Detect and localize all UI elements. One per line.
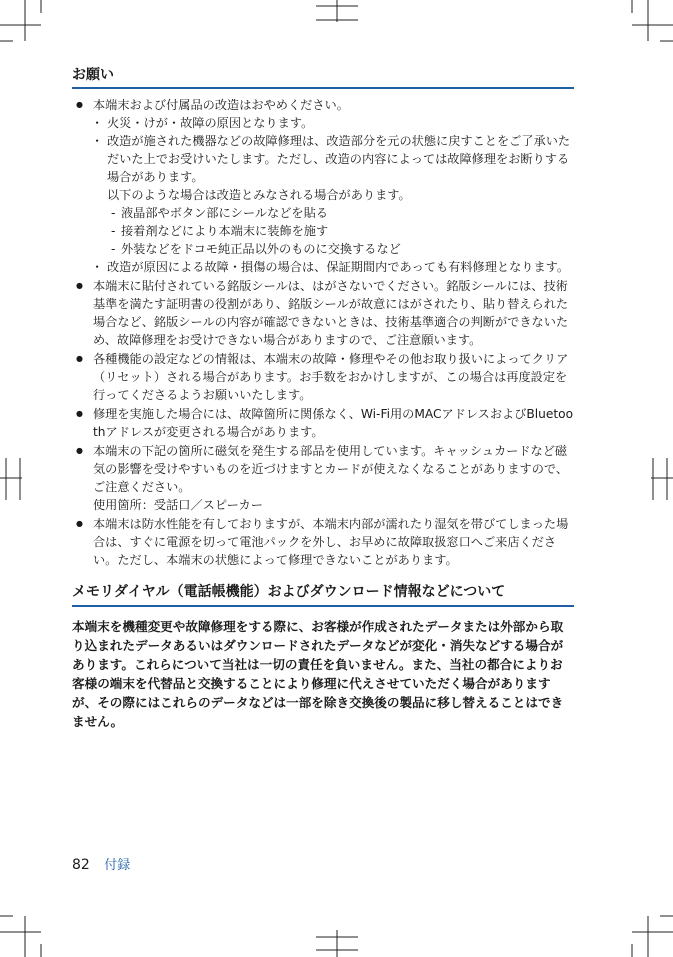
modification-examples [107, 204, 574, 258]
modification-note: 以下のような場合は改造とみなされる場合があります。 [107, 188, 411, 202]
section-heading-memory-dial: メモリダイヤル（電話帳機能）およびダウンロード情報などについて [72, 581, 574, 607]
notice-list [72, 96, 574, 569]
data-section [72, 581, 574, 731]
sub-list-item-text: 改造が原因による故障・損傷の場合は、保証期間内であっても有料修理となります。 [107, 260, 570, 274]
usage-location: 使用箇所：受話口／スピーカー [93, 498, 263, 512]
list-item-text: 本端末の下記の箇所に磁気を発生する部品を使用しています。キャッシュカードなど磁気の影響を受けやすいものを近づけますとカードが使えなくなることがありますので、ご注意ください。 [93, 444, 569, 494]
page-content [72, 64, 574, 731]
page-footer [72, 854, 130, 873]
list-item [72, 96, 574, 276]
sub-list-item-text: 火災・けが・故障の原因となります。 [107, 116, 314, 130]
sub-list-item [93, 114, 574, 132]
list-item [72, 442, 574, 514]
example-item: - 接着剤などにより本端末に装飾を施す [109, 222, 574, 240]
list-item: ● 本端末に貼付されている銘版シールは、はがさないでください。銘版シールには、技術基準を満たす証明書の役割があり、銘版シールが故意にはがされたり、貼り替えられた場合など、銘版シールの内容が確認できないときは、技術基準適合の判断ができないため、故障修理をお受けできない場合がありますので、ご注意願います。 [72, 277, 574, 349]
page-number: 82 [72, 857, 90, 873]
sub-list-item-text: 改造が施された機器などの故障修理は、改造部分を元の状態に戻すことをご了承いただいた上でお受けいたします。ただし、改造の内容によっては故障修理をお断りする場合があります。 [107, 134, 571, 184]
list-item: ● 本端末は防水性能を有しておりますが、本端末内部が濡れたり湿気を帯びてしまった場合は、すぐに電源を切って電池パックを外し、お早めに故障取扱窓口へご来店ください。ただし、本端末の状態によって修理できないことがあります。 [72, 515, 574, 569]
sub-list-item [93, 132, 574, 258]
example-item: - 外装などをドコモ純正品以外のものに交換するなど [109, 240, 574, 258]
list-item: ● 修理を実施した場合には、故障箇所に関係なく、Wi-Fi用のMACアドレスおよびBluetoothアドレスが変更される場合があります。 [72, 405, 574, 441]
list-item-text: 本端末および付属品の改造はおやめください。 [93, 98, 349, 112]
example-item: - 液晶部やボタン部にシールなどを貼る [109, 204, 574, 222]
data-disclaimer-paragraph: 本端末を機種変更や故障修理をする際に、お客様が作成されたデータまたは外部から取り込まれたデータあるいはダウンロードされたデータなどが変化・消失などする場合があります。これらについて当社は一切の責任を負いません。また、当社の都合によりお客様の端末を代替品と交換することにより修理に代えさせていただく場合がありますが、その際にはこれらのデータなどは一部を除き交換後の製品に移し替えることはできません。 [72, 619, 564, 729]
section-name: 付録 [104, 858, 131, 873]
sub-list-item [93, 258, 574, 276]
list-item: ● 各種機能の設定などの情報は、本端末の故障・修理やその他お取り扱いによってクリア（リセット）される場合があります。お手数をおかけしますが、この場合は再度設定を行ってくださるようお願いいたします。 [72, 350, 574, 404]
sub-list [93, 114, 574, 276]
section-heading-notice: お願い [72, 64, 574, 89]
